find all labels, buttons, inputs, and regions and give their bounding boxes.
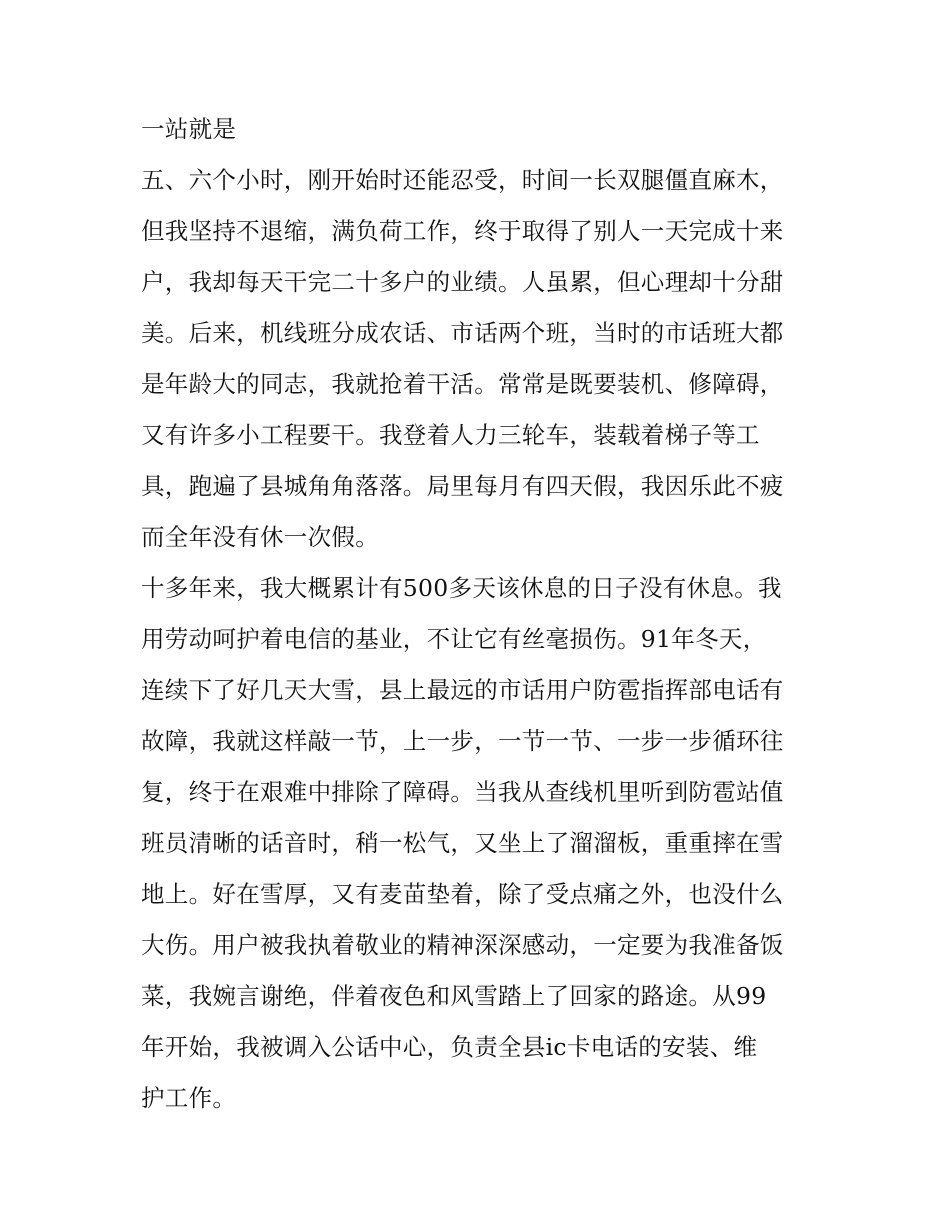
text-line: 菜，我婉言谢绝，伴着夜色和风雪踏上了回家的路途。从99 <box>141 982 767 1010</box>
text-line: 但我坚持不退缩，满负荷工作，终于取得了别人一天完成十来 <box>141 217 784 245</box>
text-line: 而全年没有休一次假。 <box>141 523 379 551</box>
text-line: 户，我却每天干完二十多户的业绩。人虽累，但心理却十分甜 <box>141 268 784 296</box>
text-line: 十多年来，我大概累计有500多天该休息的日子没有休息。我 <box>141 574 782 602</box>
text-line: 年开始，我被调入公话中心，负责全县ic卡电话的安装、维 <box>141 1033 758 1061</box>
text-line: 班员清晰的话音时，稍一松气，又坐上了溜溜板，重重摔在雪 <box>141 829 784 857</box>
text-line: 故障，我就这样敲一节，上一步，一节一节、一步一步循环往 <box>141 727 784 755</box>
text-line: 护工作。 <box>141 1084 237 1112</box>
body-text <box>141 110 841 1130</box>
text-line: 五、六个小时，刚开始时还能忍受，时间一长双腿僵直麻木， <box>141 166 784 194</box>
text-line: 复，终于在艰难中排除了障碍。当我从查线机里听到防雹站值 <box>141 778 784 806</box>
text-line: 大伤。用户被我执着敬业的精神深深感动，一定要为我准备饭 <box>141 931 784 959</box>
text-line: 一站就是 <box>141 115 237 143</box>
text-line: 用劳动呵护着电信的基业，不让它有丝毫损伤。91年冬天， <box>141 625 767 653</box>
text-line: 又有许多小工程要干。我登着人力三轮车，装载着梯子等工 <box>141 421 760 449</box>
text-line: 美。后来，机线班分成农话、市话两个班，当时的市话班大都 <box>141 319 784 347</box>
text-line: 具，跑遍了县城角角落落。局里每月有四天假，我因乐此不疲 <box>141 472 784 500</box>
text-line: 连续下了好几天大雪，县上最远的市话用户防雹指挥部电话有 <box>141 676 784 704</box>
text-line: 地上。好在雪厚，又有麦苗垫着，除了受点痛之外，也没什么 <box>141 880 784 908</box>
text-line: 是年龄大的同志，我就抢着干活。常常是既要装机、修障碍， <box>141 370 784 398</box>
